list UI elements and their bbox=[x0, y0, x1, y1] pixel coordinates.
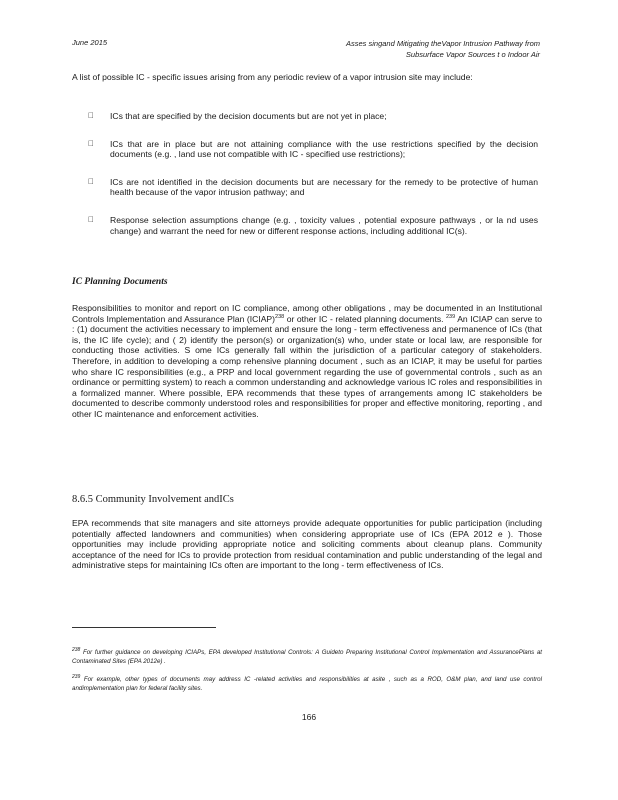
footnote-divider bbox=[72, 627, 216, 628]
header-date: June 2015 bbox=[72, 38, 108, 47]
bullet-icon bbox=[88, 215, 94, 226]
list-item-text: ICs are not identified in the decision documents but are necessary for the remedy to be protective of human health because of the vapor intrusion pathway; and bbox=[110, 176, 538, 198]
list-item bbox=[88, 139, 538, 160]
heading-ic-planning-documents: IC Planning Documents bbox=[72, 277, 168, 287]
footnote-number: 239 bbox=[72, 674, 81, 681]
heading-community-involvement: 8.6.5 Community Involvement andICs bbox=[72, 494, 234, 505]
footnote-text: For further guidance on developing ICIAPs, EPA developed Institutional Controls: A Guideto Preparing Institutional Control Implementation and AssurancePlans at Contaminated Sites (EPA 2012e) . bbox=[72, 649, 542, 666]
paragraph-text: or other IC - related planning documents. bbox=[284, 313, 446, 324]
footnotes bbox=[72, 646, 542, 700]
bullet-icon bbox=[88, 177, 94, 188]
footnote-ref[interactable]: 239 bbox=[446, 313, 456, 320]
page-number: 166 bbox=[301, 712, 317, 722]
header-title bbox=[240, 38, 540, 60]
issue-list bbox=[88, 111, 538, 253]
footnote-text: For example, other types of documents may address IC -related activities and responsibilities at asite , such as a ROD, O&M plan, and land use control andimplementation plan for federal facility sites. bbox=[72, 676, 542, 693]
header-title-line2: Subsurface Vapor Sources t o Indoor Air bbox=[405, 50, 540, 59]
header-title-line1: Asses singand Mitigating theVapor Intrusion Pathway from bbox=[346, 39, 540, 48]
bullet-icon bbox=[88, 111, 94, 122]
bullet-icon bbox=[88, 139, 94, 150]
list-item bbox=[88, 111, 538, 122]
list-item-text: Response selection assumptions change (e.g. , toxicity values , potential exposure pathways , or la nd uses change) and warrant the need for new or different response actions, including additional IC(s). bbox=[110, 214, 538, 236]
list-item-text: ICs that are specified by the decision documents but are not yet in place; bbox=[110, 111, 387, 121]
list-item bbox=[88, 177, 538, 198]
footnote bbox=[72, 646, 542, 666]
list-item-text: ICs that are in place but are not attaining compliance with the use restrictions specified by the decision documents (e.g. , land use not compatible with IC - specified use restrictions); bbox=[110, 138, 538, 160]
community-paragraph: EPA recommends that site managers and site attorneys provide adequate opportunities for public participation (including potentially affected landowners and communities) when considering appropriate use of ICs (EPA 2012 e ). Those opportunities may include providing appropriate notice and soliciting comments about cleanup plans. Community acceptance of the need for ICs to provide protection from residual contamination and public understanding of the legal and administrative steps for maintaining ICs often are important to the long - term effectiveness of ICs. bbox=[72, 518, 542, 571]
paragraph-text: An ICIAP can serve to : (1) document the activities necessary to implement and ensure the long - term effectiveness and permanence of ICs (that is, the IC life cycle); and ( 2) identify the person(s) or organization(s) who, under state or local law, are responsible for conducting those activities. S ome ICs generally fall within the jurisdiction of a particular category of stakeholders. Therefore, in addition to developing a comp rehensive planning document , such as an ICIAP, it may be useful for parties who share IC responsibilities (e.g., a PRP and local government regarding the use of governmental controls , such as an ordinance or permitting system) to reach a common understanding and acknowledge various IC roles and responsibilities in a formalized manner. Where possible, EPA recommends that these types of arrangements among IC stakeholders be documented to describe commonly understood roles and responsibilities for proper and effective monitoring, reporting , and other IC maintenance and enforcement activities. bbox=[72, 313, 542, 419]
paragraph-text: Responsibilities to monitor and report on IC compliance, among other obligations , may be documented in an Institutional Controls Implementation and Assurance Plan (ICIAP) bbox=[72, 303, 542, 324]
footnote-ref[interactable]: 238 bbox=[275, 313, 285, 320]
ic-planning-paragraph bbox=[72, 303, 542, 420]
intro-paragraph: A list of possible IC - specific issues arising from any periodic review of a vapor intrusion site may include: bbox=[72, 72, 473, 82]
footnote-number: 238 bbox=[72, 647, 81, 653]
footnote bbox=[72, 673, 542, 693]
list-item bbox=[88, 215, 538, 236]
